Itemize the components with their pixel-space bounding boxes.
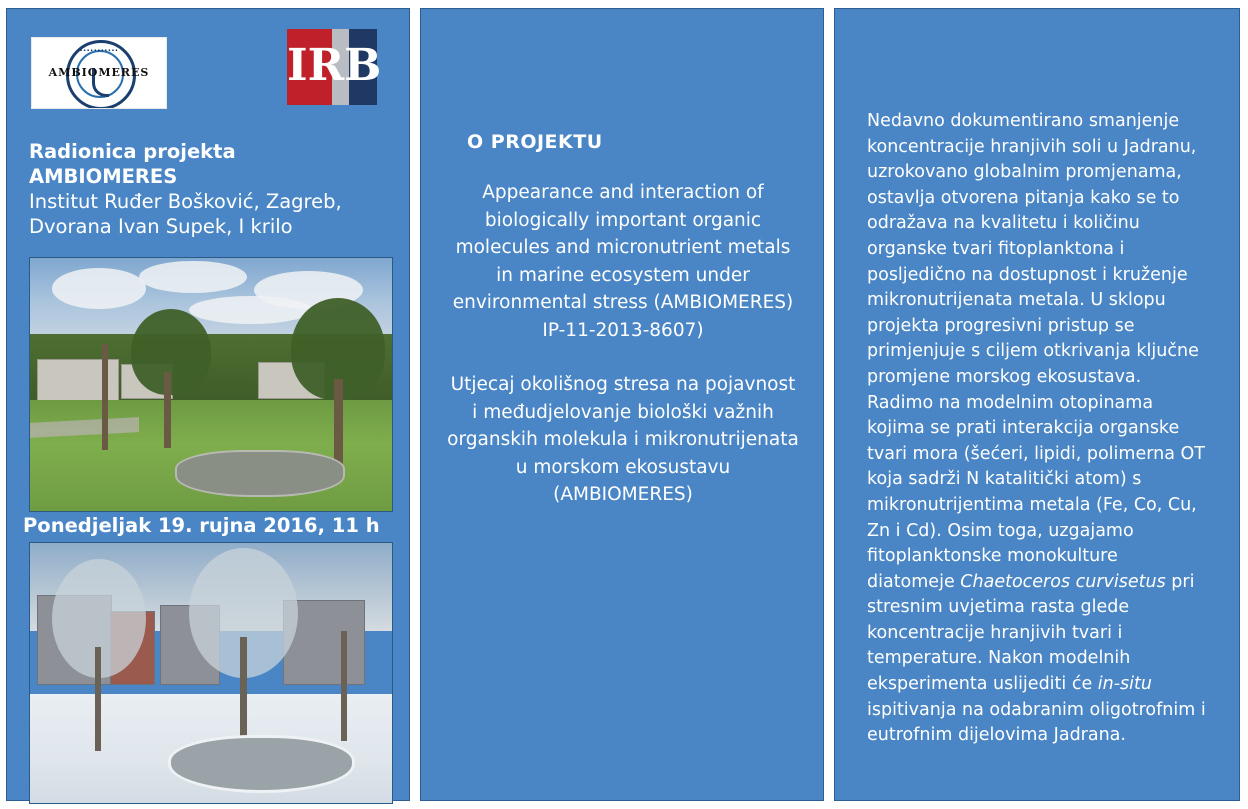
about-project-paragraph-en: Appearance and interaction of biologically important organic molecules and micronutrient metals in marine ecosystem under environmental stress (AMBIOMERES) IP-11-2013-8607) [452, 182, 794, 341]
summer-cloud [189, 296, 312, 324]
about-project-paragraph-hr: Utjecaj okolišnog stresa na pojavnost i međudjelovanje biološki važnih organskih molekula i mikronutrijenata u morskom ekosustavu (AMBIOMERES) [447, 374, 799, 505]
irb-logo [287, 29, 382, 105]
ambiomeres-logo [31, 37, 167, 109]
event-date: Ponedjeljak 19. rujna 2016, 11 h [23, 514, 380, 537]
project-description-part-3: ispitivanja na odabranim oligotrofnim i eutrofnim dijelovima Jadrana. [867, 699, 1206, 746]
summer-bare-tree-trunk [102, 344, 108, 450]
workshop-title-line-1: Radionica projekta [29, 140, 236, 163]
irb-logo-letters: IRB [287, 40, 382, 91]
summer-cloud [52, 268, 146, 308]
workshop-title-block [29, 139, 399, 239]
winter-tree-trunk [341, 631, 347, 740]
photo-summer-campus [29, 257, 393, 512]
term-in-situ: in-situ [1097, 674, 1152, 695]
project-description-part-1: Nedavno dokumentirano smanjenje koncentracije hranjivih soli u Jadranu, uzrokovano globalnim promjenama, ostavlja otvorena pitanja kako se to odražava na kvalitetu i količinu organske tvari fitoplanktona i posljedično na dostupnost i kruženje mikronutrijenata metala. U sklopu projekta progresivni pristup se primjenjuje s ciljem otkrivanja ključne promjene morskog ekosustava. Radimo na modelnim otopinama kojima se prati interakcija organske tvari mora (šećeri, lipidi, polimerna OT koja sadrži N katalitički atom) s mikronutrijentima metala (Fe, Co, Cu, Zn i Cd). Osim toga, uzgajamo fitoplanktonske monokulture diatomeje [867, 111, 1205, 592]
panel-middle [420, 8, 824, 801]
photo-winter-campus [29, 542, 393, 804]
ambiomeres-logo-top-text: ........... [79, 44, 119, 53]
summer-tree-trunk [334, 379, 343, 465]
winter-pond [168, 735, 355, 793]
summer-tree-trunk [164, 372, 171, 448]
summer-pond [175, 450, 346, 497]
workshop-venue-line-1: Institut Ruđer Bošković, Zagreb, [29, 190, 342, 213]
winter-tree-trunk [95, 647, 101, 751]
ambiomeres-logo-wordmark: AMBIOMERES [48, 66, 150, 79]
panel-left [6, 8, 410, 801]
summer-tree-canopy [131, 309, 211, 395]
project-description-body [867, 109, 1207, 749]
workshop-venue-line-2: Dvorana Ivan Supek, I krilo [29, 215, 293, 238]
species-name-chaetoceros: Chaetoceros curvisetus [960, 571, 1166, 592]
about-project-body [447, 179, 799, 509]
project-description-part-2: pri stresnim uvjetima rasta glede koncentracije hranjivih tvari i temperature. Nakon modelnih eksperimenta uslijediti će [867, 571, 1195, 695]
winter-tree-trunk [240, 637, 247, 751]
panel-right [834, 8, 1240, 801]
workshop-title-line-2: AMBIOMERES [29, 165, 178, 188]
logo-row [21, 25, 395, 107]
summer-cloud [139, 261, 248, 294]
about-project-heading: O PROJEKTU [467, 131, 603, 153]
